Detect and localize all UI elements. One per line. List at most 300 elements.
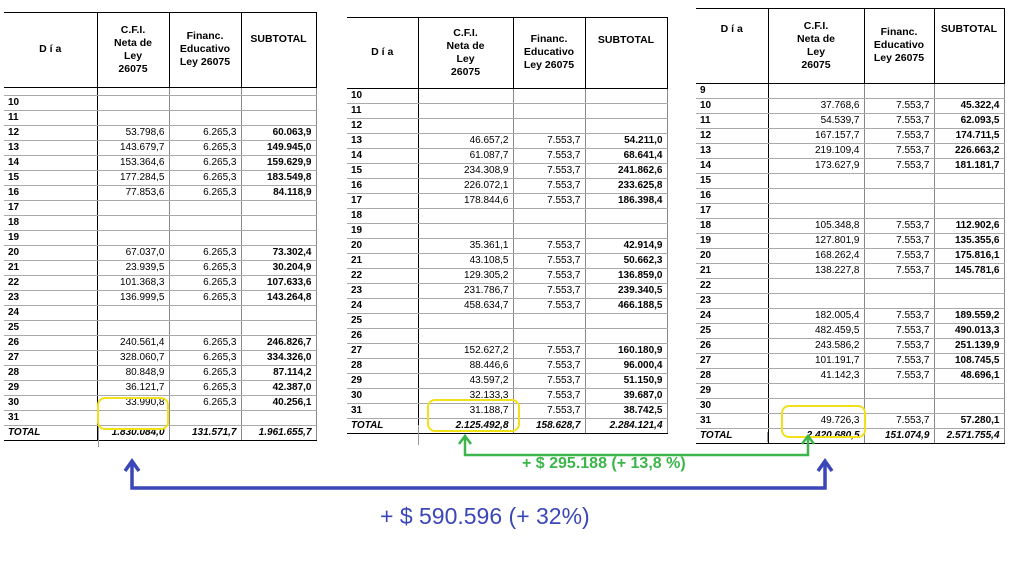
table-1-body (4, 95, 316, 440)
fin-cell (864, 173, 934, 188)
table-row (696, 113, 1004, 128)
cfi-cell: 177.284,5 (97, 170, 169, 185)
table-row (347, 358, 667, 373)
cfi-cell (97, 110, 169, 125)
cfi-cell (97, 320, 169, 335)
subtotal-cell (241, 95, 316, 110)
cfi-cell: 153.364,6 (97, 155, 169, 170)
table-row (696, 368, 1004, 383)
table-row (696, 338, 1004, 353)
fin-cell: 6.265,3 (169, 125, 241, 140)
cfi-cell: 167.157,7 (768, 128, 864, 143)
subtotal-cell: 174.711,5 (934, 128, 1004, 143)
fin-cell: 7.553,7 (864, 98, 934, 113)
day-cell: 31 (347, 403, 418, 418)
day-cell: 9 (696, 83, 768, 98)
cfi-cell: 37.768,6 (768, 98, 864, 113)
header-subtotal: SUBTOTAL (585, 18, 667, 88)
fin-cell: 7.553,7 (864, 413, 934, 428)
cfi-cell: 129.305,2 (418, 268, 513, 283)
subtotal-cell: 149.945,0 (241, 140, 316, 155)
day-cell: 26 (347, 328, 418, 343)
fin-cell: 7.553,7 (864, 218, 934, 233)
day-cell: 12 (696, 128, 768, 143)
cfi-cell (768, 173, 864, 188)
subtotal-cell (934, 398, 1004, 413)
fin-cell (169, 230, 241, 245)
subtotal-cell: 246.826,7 (241, 335, 316, 350)
fin-cell: 7.553,7 (513, 268, 585, 283)
day-cell: 30 (347, 388, 418, 403)
fin-cell: 7.553,7 (513, 373, 585, 388)
cfi-cell: 43.108,5 (418, 253, 513, 268)
table-3-body (696, 83, 1004, 443)
total-highlight-3 (781, 405, 866, 438)
day-cell: 31 (4, 410, 97, 425)
day-cell: 17 (696, 203, 768, 218)
subtotal-cell: 60.063,9 (241, 125, 316, 140)
day-cell: 17 (4, 200, 97, 215)
fin-cell (169, 305, 241, 320)
table-1 (4, 13, 317, 441)
day-cell: 22 (696, 278, 768, 293)
cfi-cell: 77.853,6 (97, 185, 169, 200)
day-cell: 27 (4, 350, 97, 365)
fin-cell: 6.265,3 (169, 335, 241, 350)
total-fin: 158.628,7 (513, 418, 585, 433)
subtotal-cell (934, 173, 1004, 188)
day-cell: 31 (696, 413, 768, 428)
subtotal-cell (241, 305, 316, 320)
header-cfi: C.F.I. Neta de Ley 26075 (768, 9, 864, 83)
subtotal-cell: 186.398,4 (585, 193, 667, 208)
subtotal-cell (934, 278, 1004, 293)
total-fin: 151.074,9 (864, 428, 934, 443)
table-row (347, 208, 667, 223)
cfi-cell: 219.109,4 (768, 143, 864, 158)
day-cell: 25 (4, 320, 97, 335)
fin-cell: 7.553,7 (864, 158, 934, 173)
cfi-cell (97, 95, 169, 110)
table-row (4, 140, 316, 155)
day-cell: 20 (347, 238, 418, 253)
subtotal-cell: 239.340,5 (585, 283, 667, 298)
subtotal-cell: 251.139,9 (934, 338, 1004, 353)
fin-cell: 7.553,7 (513, 133, 585, 148)
subtotal-cell (241, 215, 316, 230)
fin-cell: 7.553,7 (513, 238, 585, 253)
subtotal-cell: 136.859,0 (585, 268, 667, 283)
header-cfi: C.F.I. Neta de Ley 26075 (418, 18, 513, 88)
fin-cell (864, 278, 934, 293)
subtotal-cell (585, 88, 667, 103)
table-row (4, 230, 316, 245)
day-cell: 14 (696, 158, 768, 173)
subtotal-cell (934, 83, 1004, 98)
day-cell: 10 (347, 88, 418, 103)
table-row (4, 200, 316, 215)
cfi-cell: 49.726,3 (768, 413, 864, 428)
fin-cell: 7.553,7 (864, 353, 934, 368)
fin-cell (513, 118, 585, 133)
table-row (347, 223, 667, 238)
subtotal-cell: 45.322,4 (934, 98, 1004, 113)
day-cell: 28 (4, 365, 97, 380)
cfi-cell: 226.072,1 (418, 178, 513, 193)
cfi-cell: 31.188,7 (418, 403, 513, 418)
cfi-cell: 182.005,4 (768, 308, 864, 323)
fin-cell (864, 398, 934, 413)
total-subtotal: 2.284.121,4 (585, 418, 667, 433)
day-cell: 14 (347, 148, 418, 163)
day-cell: 19 (347, 223, 418, 238)
fin-cell: 7.553,7 (864, 338, 934, 353)
day-cell: 14 (4, 155, 97, 170)
table-row (4, 185, 316, 200)
day-cell: 23 (4, 290, 97, 305)
day-cell: 16 (347, 178, 418, 193)
table-row (4, 290, 316, 305)
cfi-cell: 23.939,5 (97, 260, 169, 275)
table-row (4, 365, 316, 380)
cfi-cell (768, 383, 864, 398)
subtotal-cell: 241.862,6 (585, 163, 667, 178)
sheet-3-extra (767, 432, 768, 442)
subtotal-cell: 183.549,8 (241, 170, 316, 185)
subtotal-cell: 48.696,1 (934, 368, 1004, 383)
fin-cell: 6.265,3 (169, 395, 241, 410)
table-row (4, 275, 316, 290)
table-row (696, 293, 1004, 308)
fin-cell (864, 83, 934, 98)
day-cell: 21 (696, 263, 768, 278)
cfi-cell: 80.848,9 (97, 365, 169, 380)
table-row (696, 278, 1004, 293)
cfi-cell: 240.561,4 (97, 335, 169, 350)
fin-cell (169, 215, 241, 230)
day-cell: 12 (4, 125, 97, 140)
cfi-cell: 143.679,7 (97, 140, 169, 155)
total-cfi: 2.125.492,8 (418, 418, 513, 433)
header-subtotal: SUBTOTAL (241, 13, 316, 87)
cfi-cell: 61.087,7 (418, 148, 513, 163)
subtotal-cell (585, 208, 667, 223)
fin-cell (864, 383, 934, 398)
cfi-cell (97, 305, 169, 320)
table-row (696, 353, 1004, 368)
cfi-cell: 53.798,6 (97, 125, 169, 140)
blue-annotation: + $ 590.596 (+ 32%) (380, 503, 590, 529)
cfi-cell: 138.227,8 (768, 263, 864, 278)
cfi-cell (418, 328, 513, 343)
table-row (4, 380, 316, 395)
fin-cell: 7.553,7 (864, 368, 934, 383)
sheet-2 (347, 17, 668, 434)
cfi-cell (768, 188, 864, 203)
fin-cell: 7.553,7 (513, 403, 585, 418)
cfi-cell (768, 83, 864, 98)
subtotal-cell: 42.387,0 (241, 380, 316, 395)
green-annotation: + $ 295.188 (+ 13,8 %) (522, 455, 686, 472)
subtotal-cell: 84.118,9 (241, 185, 316, 200)
subtotal-cell (241, 410, 316, 425)
table-row (4, 350, 316, 365)
total-cfi: 2.420.680,5 (768, 428, 864, 443)
cfi-cell: 243.586,2 (768, 338, 864, 353)
sheet-3 (696, 8, 1005, 444)
fin-cell: 7.553,7 (864, 113, 934, 128)
fin-cell (169, 410, 241, 425)
table-2-body (347, 88, 667, 433)
header-dia: D í a (696, 9, 768, 83)
fin-cell: 7.553,7 (513, 163, 585, 178)
cfi-cell: 33.990,8 (97, 395, 169, 410)
blue-arrow (125, 461, 832, 488)
subtotal-cell: 42.914,9 (585, 238, 667, 253)
table-row (4, 110, 316, 125)
fin-cell: 7.553,7 (513, 193, 585, 208)
table-row (347, 133, 667, 148)
day-cell: 13 (347, 133, 418, 148)
cfi-cell (418, 103, 513, 118)
day-cell: 23 (696, 293, 768, 308)
day-cell: 29 (4, 380, 97, 395)
table-row (696, 248, 1004, 263)
subtotal-cell: 54.211,0 (585, 133, 667, 148)
fin-cell (169, 200, 241, 215)
subtotal-cell (934, 383, 1004, 398)
cfi-cell (418, 223, 513, 238)
fin-cell (169, 95, 241, 110)
table-row (696, 263, 1004, 278)
table-row (347, 163, 667, 178)
table-row (347, 343, 667, 358)
header-subtotal: SUBTOTAL (934, 9, 1004, 83)
subtotal-cell (241, 320, 316, 335)
subtotal-cell: 175.816,1 (934, 248, 1004, 263)
fin-cell: 7.553,7 (513, 178, 585, 193)
subtotal-cell: 107.633,6 (241, 275, 316, 290)
day-cell: 20 (696, 248, 768, 263)
cfi-cell: 43.597,2 (418, 373, 513, 388)
cfi-cell: 136.999,5 (97, 290, 169, 305)
table-row (4, 155, 316, 170)
fin-cell: 6.265,3 (169, 290, 241, 305)
subtotal-cell (585, 118, 667, 133)
header-cfi: C.F.I. Neta de Ley 26075 (97, 13, 169, 87)
day-cell: 20 (4, 245, 97, 260)
day-cell: 18 (4, 215, 97, 230)
fin-cell: 7.553,7 (513, 343, 585, 358)
table-row (4, 320, 316, 335)
cfi-cell: 234.308,9 (418, 163, 513, 178)
subtotal-cell: 189.559,2 (934, 308, 1004, 323)
table-row (696, 83, 1004, 98)
cfi-cell: 88.446,6 (418, 358, 513, 373)
day-cell: 13 (4, 140, 97, 155)
subtotal-cell (241, 110, 316, 125)
table-row (347, 88, 667, 103)
table-row (4, 305, 316, 320)
day-cell: 29 (347, 373, 418, 388)
total-label: TOTAL (4, 425, 97, 440)
subtotal-cell: 38.742,5 (585, 403, 667, 418)
fin-cell (864, 293, 934, 308)
day-cell: 15 (347, 163, 418, 178)
fin-cell (513, 328, 585, 343)
subtotal-cell (585, 328, 667, 343)
day-cell: 22 (347, 268, 418, 283)
cfi-cell: 458.634,7 (418, 298, 513, 313)
total-label: TOTAL (696, 428, 768, 443)
subtotal-cell: 490.013,3 (934, 323, 1004, 338)
table-row (696, 188, 1004, 203)
table-row (696, 158, 1004, 173)
fin-cell: 6.265,3 (169, 260, 241, 275)
day-cell: 27 (347, 343, 418, 358)
cfi-cell: 35.361,1 (418, 238, 513, 253)
subtotal-cell: 143.264,8 (241, 290, 316, 305)
fin-cell: 6.265,3 (169, 350, 241, 365)
day-cell: 23 (347, 283, 418, 298)
subtotal-cell: 57.280,1 (934, 413, 1004, 428)
table-row (696, 308, 1004, 323)
cfi-cell (418, 313, 513, 328)
day-cell: 22 (4, 275, 97, 290)
day-cell: 24 (4, 305, 97, 320)
fin-cell (169, 110, 241, 125)
day-cell: 25 (696, 323, 768, 338)
fin-cell: 6.265,3 (169, 140, 241, 155)
cfi-cell: 101.368,3 (97, 275, 169, 290)
total-label: TOTAL (347, 418, 418, 433)
total-subtotal: 2.571.755,4 (934, 428, 1004, 443)
day-cell: 18 (347, 208, 418, 223)
cfi-cell: 36.121,7 (97, 380, 169, 395)
fin-cell: 6.265,3 (169, 275, 241, 290)
subtotal-cell (241, 230, 316, 245)
cfi-cell (97, 230, 169, 245)
table-row (696, 173, 1004, 188)
fin-cell: 7.553,7 (864, 248, 934, 263)
table-row (4, 260, 316, 275)
cfi-cell: 32.133,3 (418, 388, 513, 403)
cfi-cell: 168.262,4 (768, 248, 864, 263)
subtotal-cell: 334.326,0 (241, 350, 316, 365)
day-cell: 24 (347, 298, 418, 313)
header-fin: Financ. Educativo Ley 26075 (513, 18, 585, 88)
cfi-cell: 54.539,7 (768, 113, 864, 128)
cfi-cell: 101.191,7 (768, 353, 864, 368)
table-row (4, 170, 316, 185)
subtotal-cell: 96.000,4 (585, 358, 667, 373)
fin-cell: 6.265,3 (169, 170, 241, 185)
subtotal-cell: 112.902,6 (934, 218, 1004, 233)
fin-cell: 7.553,7 (864, 143, 934, 158)
table-row (347, 283, 667, 298)
fin-cell (864, 188, 934, 203)
cfi-cell (768, 293, 864, 308)
day-cell: 10 (4, 95, 97, 110)
total-subtotal: 1.961.655,7 (241, 425, 316, 440)
table-3 (696, 9, 1005, 444)
cfi-cell: 127.801,9 (768, 233, 864, 248)
table-row (696, 218, 1004, 233)
day-cell: 28 (696, 368, 768, 383)
table-row (696, 323, 1004, 338)
table-row (696, 98, 1004, 113)
table-row (347, 253, 667, 268)
header-fin: Financ. Educativo Ley 26075 (169, 13, 241, 87)
total-highlight-2 (427, 399, 520, 432)
table-row (4, 335, 316, 350)
fin-cell: 7.553,7 (513, 253, 585, 268)
sheet-2-extra (418, 425, 419, 445)
cfi-cell: 105.348,8 (768, 218, 864, 233)
day-cell: 29 (696, 383, 768, 398)
cfi-cell: 41.142,3 (768, 368, 864, 383)
table-2 (347, 18, 668, 434)
fin-cell: 7.553,7 (513, 358, 585, 373)
subtotal-cell (934, 203, 1004, 218)
fin-cell: 7.553,7 (513, 298, 585, 313)
cfi-cell: 328.060,7 (97, 350, 169, 365)
day-cell: 26 (4, 335, 97, 350)
subtotal-cell (934, 188, 1004, 203)
day-cell: 17 (347, 193, 418, 208)
table-row (696, 203, 1004, 218)
table-row (4, 215, 316, 230)
cfi-cell: 67.037,0 (97, 245, 169, 260)
header-dia: D í a (347, 18, 418, 88)
fin-cell: 7.553,7 (864, 323, 934, 338)
table-row (696, 233, 1004, 248)
day-cell: 15 (4, 170, 97, 185)
table-row (696, 383, 1004, 398)
day-cell: 15 (696, 173, 768, 188)
subtotal-cell: 68.641,4 (585, 148, 667, 163)
day-cell: 10 (696, 98, 768, 113)
day-cell: 24 (696, 308, 768, 323)
total-cfi: 1.830.084,0 (97, 425, 169, 440)
cfi-cell (418, 88, 513, 103)
fin-cell: 6.265,3 (169, 185, 241, 200)
subtotal-cell: 159.629,9 (241, 155, 316, 170)
cfi-cell (418, 118, 513, 133)
fin-cell: 6.265,3 (169, 365, 241, 380)
sheet-1 (4, 12, 317, 441)
subtotal-cell: 145.781,6 (934, 263, 1004, 278)
subtotal-cell (241, 200, 316, 215)
table-row (4, 245, 316, 260)
fin-cell: 6.265,3 (169, 380, 241, 395)
subtotal-cell: 50.662,3 (585, 253, 667, 268)
fin-cell: 7.553,7 (864, 128, 934, 143)
day-cell: 21 (347, 253, 418, 268)
table-row (4, 125, 316, 140)
subtotal-cell: 226.663,2 (934, 143, 1004, 158)
fin-cell: 7.553,7 (864, 233, 934, 248)
fin-cell (513, 88, 585, 103)
table-row (347, 118, 667, 133)
table-row (696, 143, 1004, 158)
table-row (347, 238, 667, 253)
cfi-cell (97, 215, 169, 230)
fin-cell: 7.553,7 (513, 388, 585, 403)
header-fin: Financ. Educativo Ley 26075 (864, 9, 934, 83)
table-row (347, 268, 667, 283)
table-row (347, 148, 667, 163)
